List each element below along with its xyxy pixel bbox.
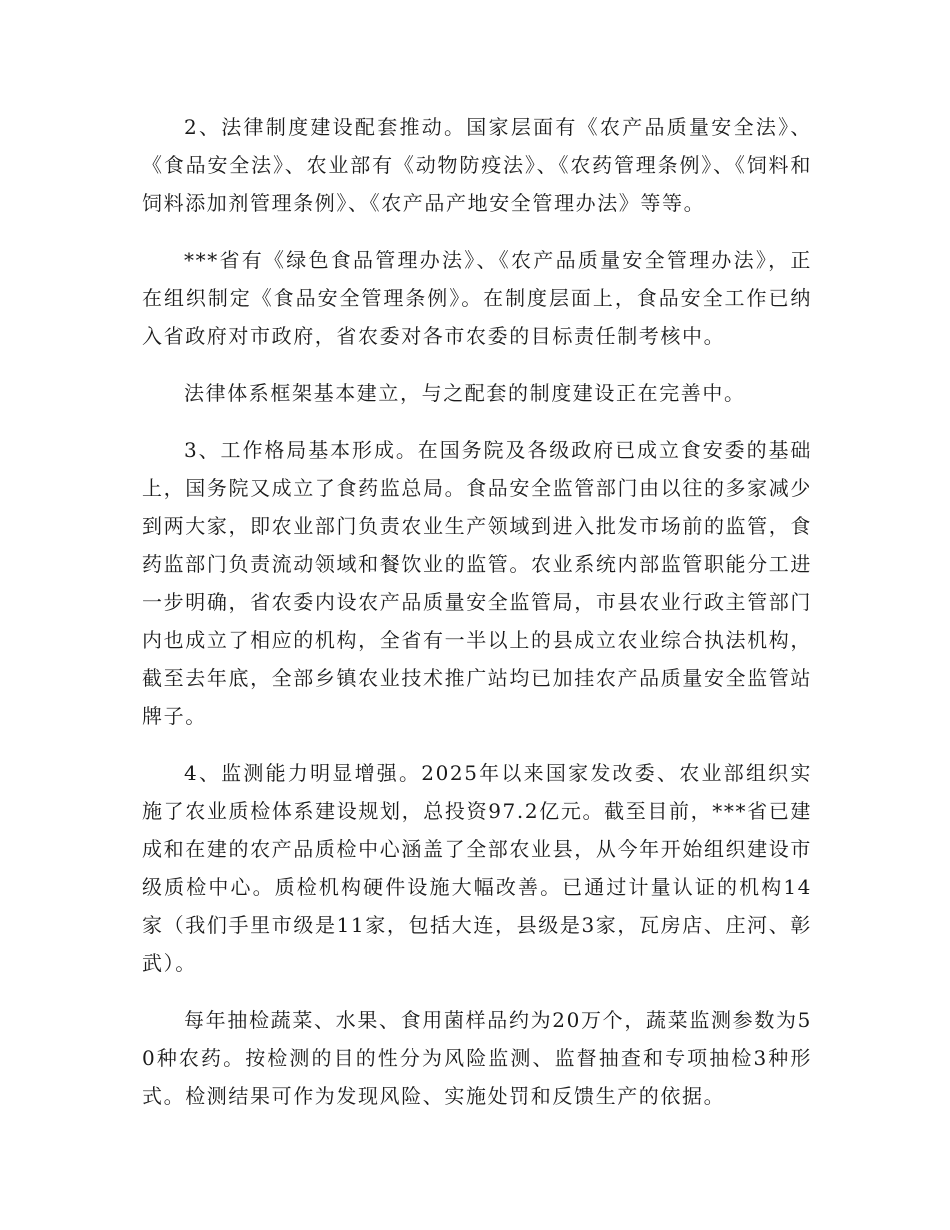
paragraph-annual-sampling: 每年抽检蔬菜、水果、食用菌样品约为20万个，蔬菜监测参数为50种农药。按检测的目的性分为风险监测、监督抽查和专项抽检3种形式。检测结果可作为发现风险、实施处罚和反馈生产的依据。 — [142, 1008, 812, 1108]
paragraph-legal-framework: 法律体系框架基本建立，与之配套的制度建设正在完善中。 — [184, 381, 746, 405]
paragraph-monitoring-capacity: 4、监测能力明显增强。2025年以来国家发改委、农业部组织实施了农业质检体系建设规划，总投资97.2亿元。截至目前，***省已建成和在建的农产品质检中心涵盖了全部农业县，从今年开始组织建设市级质检中心。质检机构硬件设施大幅改善。已通过计量认证的机构14家（我们手里市级是11家，包括大连，县级是3家，瓦房店、庄河、彰武）。 — [142, 761, 812, 975]
paragraph-work-structure: 3、工作格局基本形成。在国务院及各级政府已成立食安委的基础上，国务院又成立了食药监总局。食品安全监管部门由以往的多家减少到两大家，即农业部门负责农业生产领域到进入批发市场前的监管，食药监部门负责流动领域和餐饮业的监管。农业系统内部监管职能分工进一步明确，省农委内设农产品质量安全监管局，市县农业行政主管部门内也成立了相应的机构，全省有一半以上的县成立农业综合执法机构，截至去年底，全部乡镇农业技术推广站均已加挂农产品质量安全监管站牌子。 — [142, 438, 812, 728]
paragraph-legal-system: 2、法律制度建设配套推动。国家层面有《农产品质量安全法》、《食品安全法》、农业部有《动物防疫法》、《农药管理条例》、《饲料和饲料添加剂管理条例》、《农产品产地安全管理办法》等等。 — [142, 115, 812, 215]
document-body — [142, 108, 812, 1115]
paragraph-provincial-regulations: ***省有《绿色食品管理办法》、《农产品质量安全管理办法》，正在组织制定《食品安全管理条例》。在制度层面上，食品安全工作已纳入省政府对市政府，省农委对各市农委的目标责任制考核中。 — [142, 248, 812, 348]
